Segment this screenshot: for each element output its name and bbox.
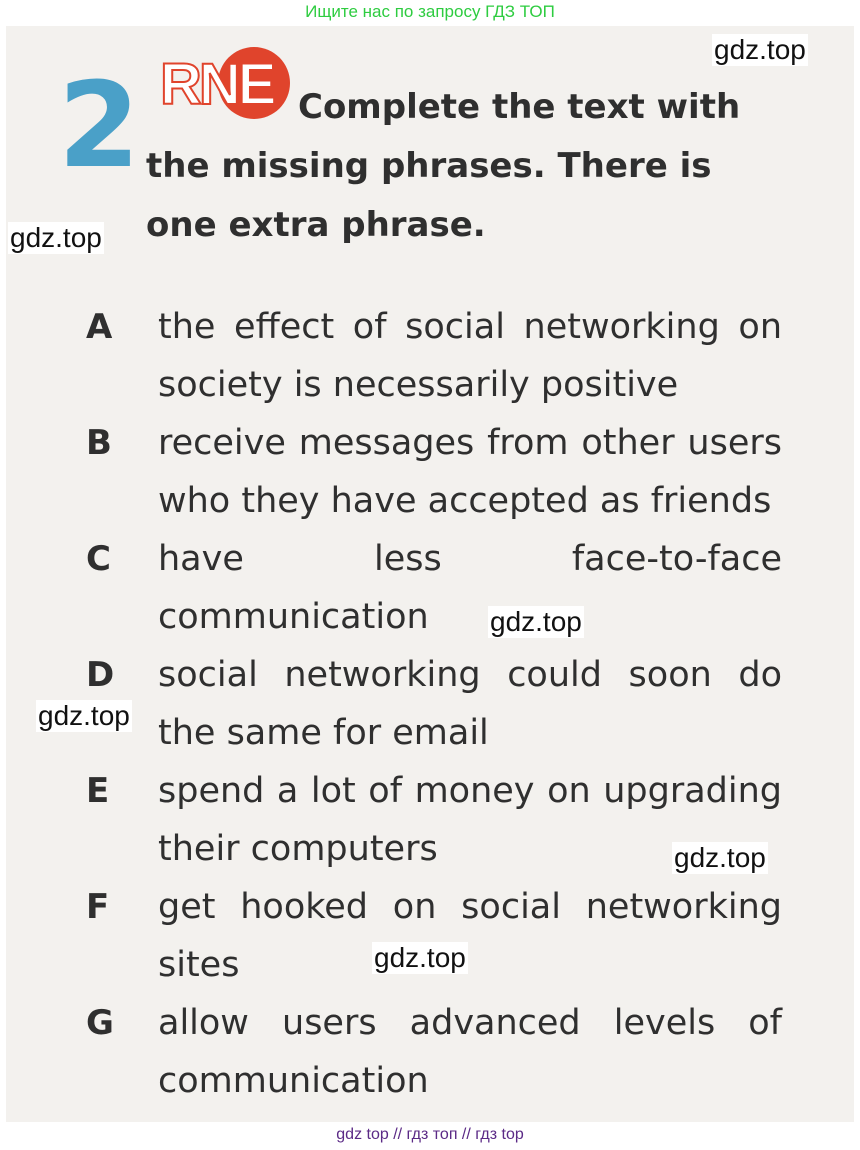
option-text: get hooked on social networking sites	[158, 887, 782, 985]
watermark: gdz.top	[374, 942, 466, 973]
option-letter: B	[86, 423, 112, 463]
task-instruction: Complete the text with the missing phrases. There is one extra phrase.	[146, 87, 741, 245]
option-letter: G	[86, 1003, 114, 1043]
option-text: allow users advanced levels of communication	[158, 1003, 782, 1101]
option-text: receive messages from other users who they have accepted as friends	[158, 423, 782, 521]
bottom-banner[interactable]: gdz top // гдз топ // гдз top	[336, 1126, 524, 1143]
watermark: gdz.top	[10, 222, 102, 253]
option-d	[76, 646, 796, 762]
option-letter: E	[86, 771, 110, 811]
option-text: have less face-to-face communication	[158, 539, 782, 637]
watermark: gdz.top	[714, 34, 806, 65]
watermark: gdz.top	[490, 606, 582, 637]
option-a	[76, 298, 796, 414]
option-f	[76, 878, 796, 994]
option-letter: A	[86, 307, 113, 347]
task-number: 2	[58, 56, 141, 194]
options-list	[76, 298, 796, 1110]
watermark: gdz.top	[674, 842, 766, 873]
option-letter: F	[86, 887, 110, 927]
option-letter: D	[86, 655, 115, 695]
watermark: gdz.top	[38, 700, 130, 731]
option-c	[76, 530, 796, 646]
option-text: social networking could soon do the same for email	[158, 655, 782, 753]
top-banner[interactable]: Ищите нас по запросу ГДЗ ТОП	[305, 2, 555, 21]
option-text: the effect of social networking on society is necessarily positive	[158, 307, 782, 405]
option-letter: C	[86, 539, 111, 579]
rne-logo-text: RNE	[160, 52, 274, 117]
option-b	[76, 414, 796, 530]
option-g	[76, 994, 796, 1110]
option-text: spend a lot of money on upgrading their computers	[158, 771, 782, 869]
